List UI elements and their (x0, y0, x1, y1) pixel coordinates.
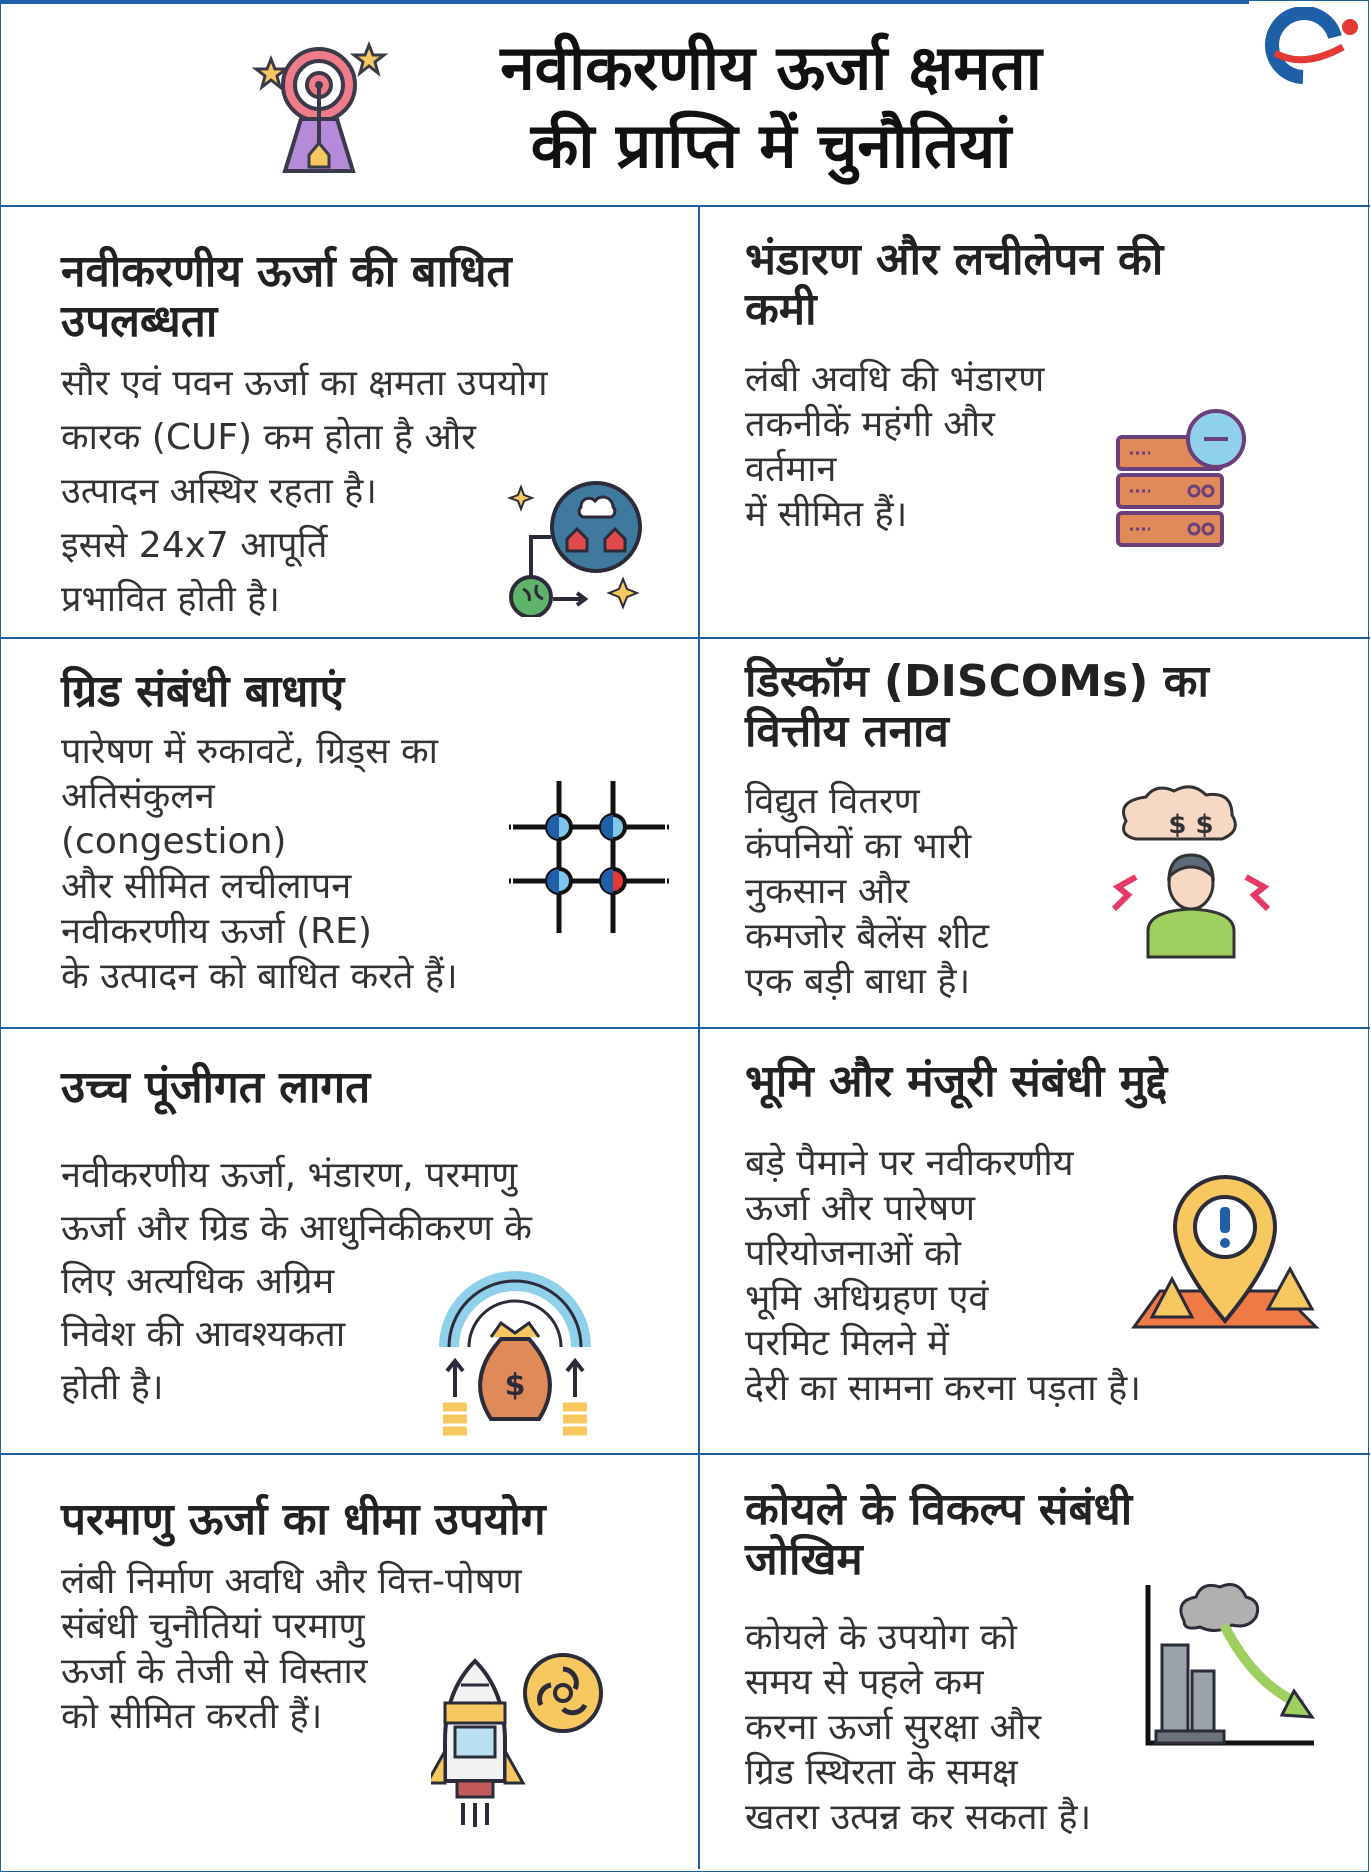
card-heading (745, 235, 1163, 335)
body-line: (congestion) (61, 821, 287, 862)
heading-line: उच्च पूंजीगत लागत (61, 1062, 371, 1113)
card-coal-alternatives (700, 1455, 1370, 1869)
card-land-clearance (700, 1029, 1370, 1453)
heading-line: परमाणु ऊर्जा का धीमा उपयोग (61, 1494, 546, 1545)
card-body (61, 357, 548, 627)
body-line: उत्पादन अस्थिर रहता है। (61, 471, 377, 512)
body-line: करना ऊर्जा सुरक्षा और (745, 1707, 1042, 1748)
card-heading (745, 1057, 1167, 1107)
card-heading (745, 1485, 1132, 1585)
card-storage-flexibility (700, 207, 1370, 637)
body-line: खतरा उत्पन्न कर सकता है। (745, 1797, 1092, 1838)
card-re-availability (1, 207, 700, 637)
body-line: ऊर्जा और पारेषण (745, 1188, 976, 1229)
card-heading (61, 247, 512, 347)
location-warning-icon (1130, 1171, 1320, 1341)
grid-row-4 (1, 1455, 1370, 1869)
card-heading (61, 1063, 370, 1113)
body-line: देरी का सामना करना पड़ता है। (745, 1368, 1141, 1409)
body-line: के उत्पादन को बाधित करते हैं। (61, 956, 458, 997)
card-body (745, 1615, 1091, 1840)
body-line: ग्रिड स्थिरता के समक्ष (745, 1752, 1018, 1793)
body-line: निवेश की आवश्यकता (61, 1314, 346, 1355)
title-line-2: की प्राप्ति में चुनौतियां (530, 109, 1012, 182)
heading-line: ग्रिड संबंधी बाधाएं (61, 666, 345, 717)
heading-line: जोखिम (745, 1534, 863, 1585)
card-body (745, 1141, 1141, 1411)
dollar-text: $ $ (1168, 810, 1214, 840)
body-line: नवीकरणीय ऊर्जा (RE) (61, 911, 372, 952)
card-body (745, 779, 989, 1004)
body-line: को सीमित करती हैं। (61, 1696, 323, 1737)
body-line: तकनीकें महंगी और (745, 404, 995, 445)
page-title (401, 29, 1141, 185)
body-line: विद्युत वितरण (745, 781, 920, 822)
body-line: ऊर्जा के तेजी से विस्तार (61, 1651, 368, 1692)
body-line: लिए अत्यधिक अग्रिम (61, 1261, 335, 1302)
body-line: कंपनियों का भारी (745, 826, 972, 867)
body-line: नवीकरणीय ऊर्जा, भंडारण, परमाणु (61, 1155, 518, 1196)
heading-line: भंडारण और लचीलेपन की (745, 234, 1164, 285)
body-line: सौर एवं पवन ऊर्जा का क्षमता उपयोग (61, 363, 548, 404)
body-line: प्रभावित होती है। (61, 579, 280, 620)
heading-line: उपलब्धता (61, 296, 218, 347)
rocket-radiation-icon (431, 1651, 611, 1831)
card-heading (61, 1495, 546, 1545)
money-bag-gear-icon (429, 1267, 599, 1437)
body-line: परमिट मिलने में (745, 1323, 949, 1364)
heading-line: डिस्कॉम (DISCOMs) का (745, 656, 1209, 707)
header (1, 1, 1370, 207)
server-storage-icon (1110, 407, 1250, 547)
body-line: वर्तमान (745, 449, 837, 490)
body-line: इससे 24x7 आपूर्ति (61, 525, 328, 566)
body-line: बड़े पैमाने पर नवीकरणीय (745, 1143, 1074, 1184)
global-network-icon (501, 467, 651, 617)
body-line: पारेषण में रुकावटें, ग्रिड्स का (61, 731, 438, 772)
card-body (61, 729, 458, 999)
factory-decline-chart-icon (1144, 1581, 1324, 1761)
target-trophy-icon (249, 31, 389, 176)
grid-row-1 (1, 207, 1370, 639)
body-line: कारक (CUF) कम होता है और (61, 417, 476, 458)
card-nuclear-slow (1, 1455, 700, 1869)
title-line-1: नवीकरणीय ऊर्जा क्षमता (500, 31, 1042, 104)
body-line: परियोजनाओं को (745, 1233, 961, 1274)
grid-row-2 (1, 639, 1370, 1029)
heading-line: भूमि और मंजूरी संबंधी मुद्दे (745, 1056, 1168, 1107)
body-line: लंबी निर्माण अवधि और वित्त-पोषण (61, 1561, 522, 1602)
card-grid-constraints (1, 639, 700, 1027)
card-heading (61, 667, 344, 717)
heading-line: कोयले के विकल्प संबंधी (745, 1484, 1133, 1535)
card-body (745, 357, 1044, 537)
body-line: ऊर्जा और ग्रिड के आधुनिकीकरण के (61, 1208, 532, 1249)
body-line: और सीमित लचीलापन (61, 866, 352, 907)
body-line: भूमि अधिग्रहण एवं (745, 1278, 989, 1319)
card-capital-cost (1, 1029, 700, 1453)
heading-line: वित्तीय तनाव (745, 706, 949, 757)
card-discom-stress (700, 639, 1370, 1027)
card-heading (745, 657, 1209, 757)
body-line: लंबी अवधि की भंडारण (745, 359, 1045, 400)
brand-logo-icon (1263, 7, 1363, 87)
body-line: कोयले के उपयोग को (745, 1617, 1017, 1658)
grid-network-icon (509, 777, 669, 937)
body-line: संबंधी चुनौतियां परमाणु (61, 1606, 365, 1647)
body-line: कमजोर बैलेंस शीट (745, 916, 990, 957)
stressed-person-icon (1106, 781, 1276, 961)
body-line: समय से पहले कम (745, 1662, 984, 1703)
body-line: एक बड़ी बाधा है। (745, 961, 971, 1002)
body-line: में सीमित हैं। (745, 494, 908, 535)
body-line: अतिसंकुलन (61, 776, 215, 817)
challenges-grid (1, 207, 1370, 1869)
body-line: नुकसान और (745, 871, 910, 912)
heading-line: नवीकरणीय ऊर्जा की बाधित (61, 246, 512, 297)
grid-row-3 (1, 1029, 1370, 1455)
body-line: होती है। (61, 1367, 164, 1408)
dollar-text: $ (504, 1368, 526, 1403)
heading-line: कमी (745, 284, 817, 335)
